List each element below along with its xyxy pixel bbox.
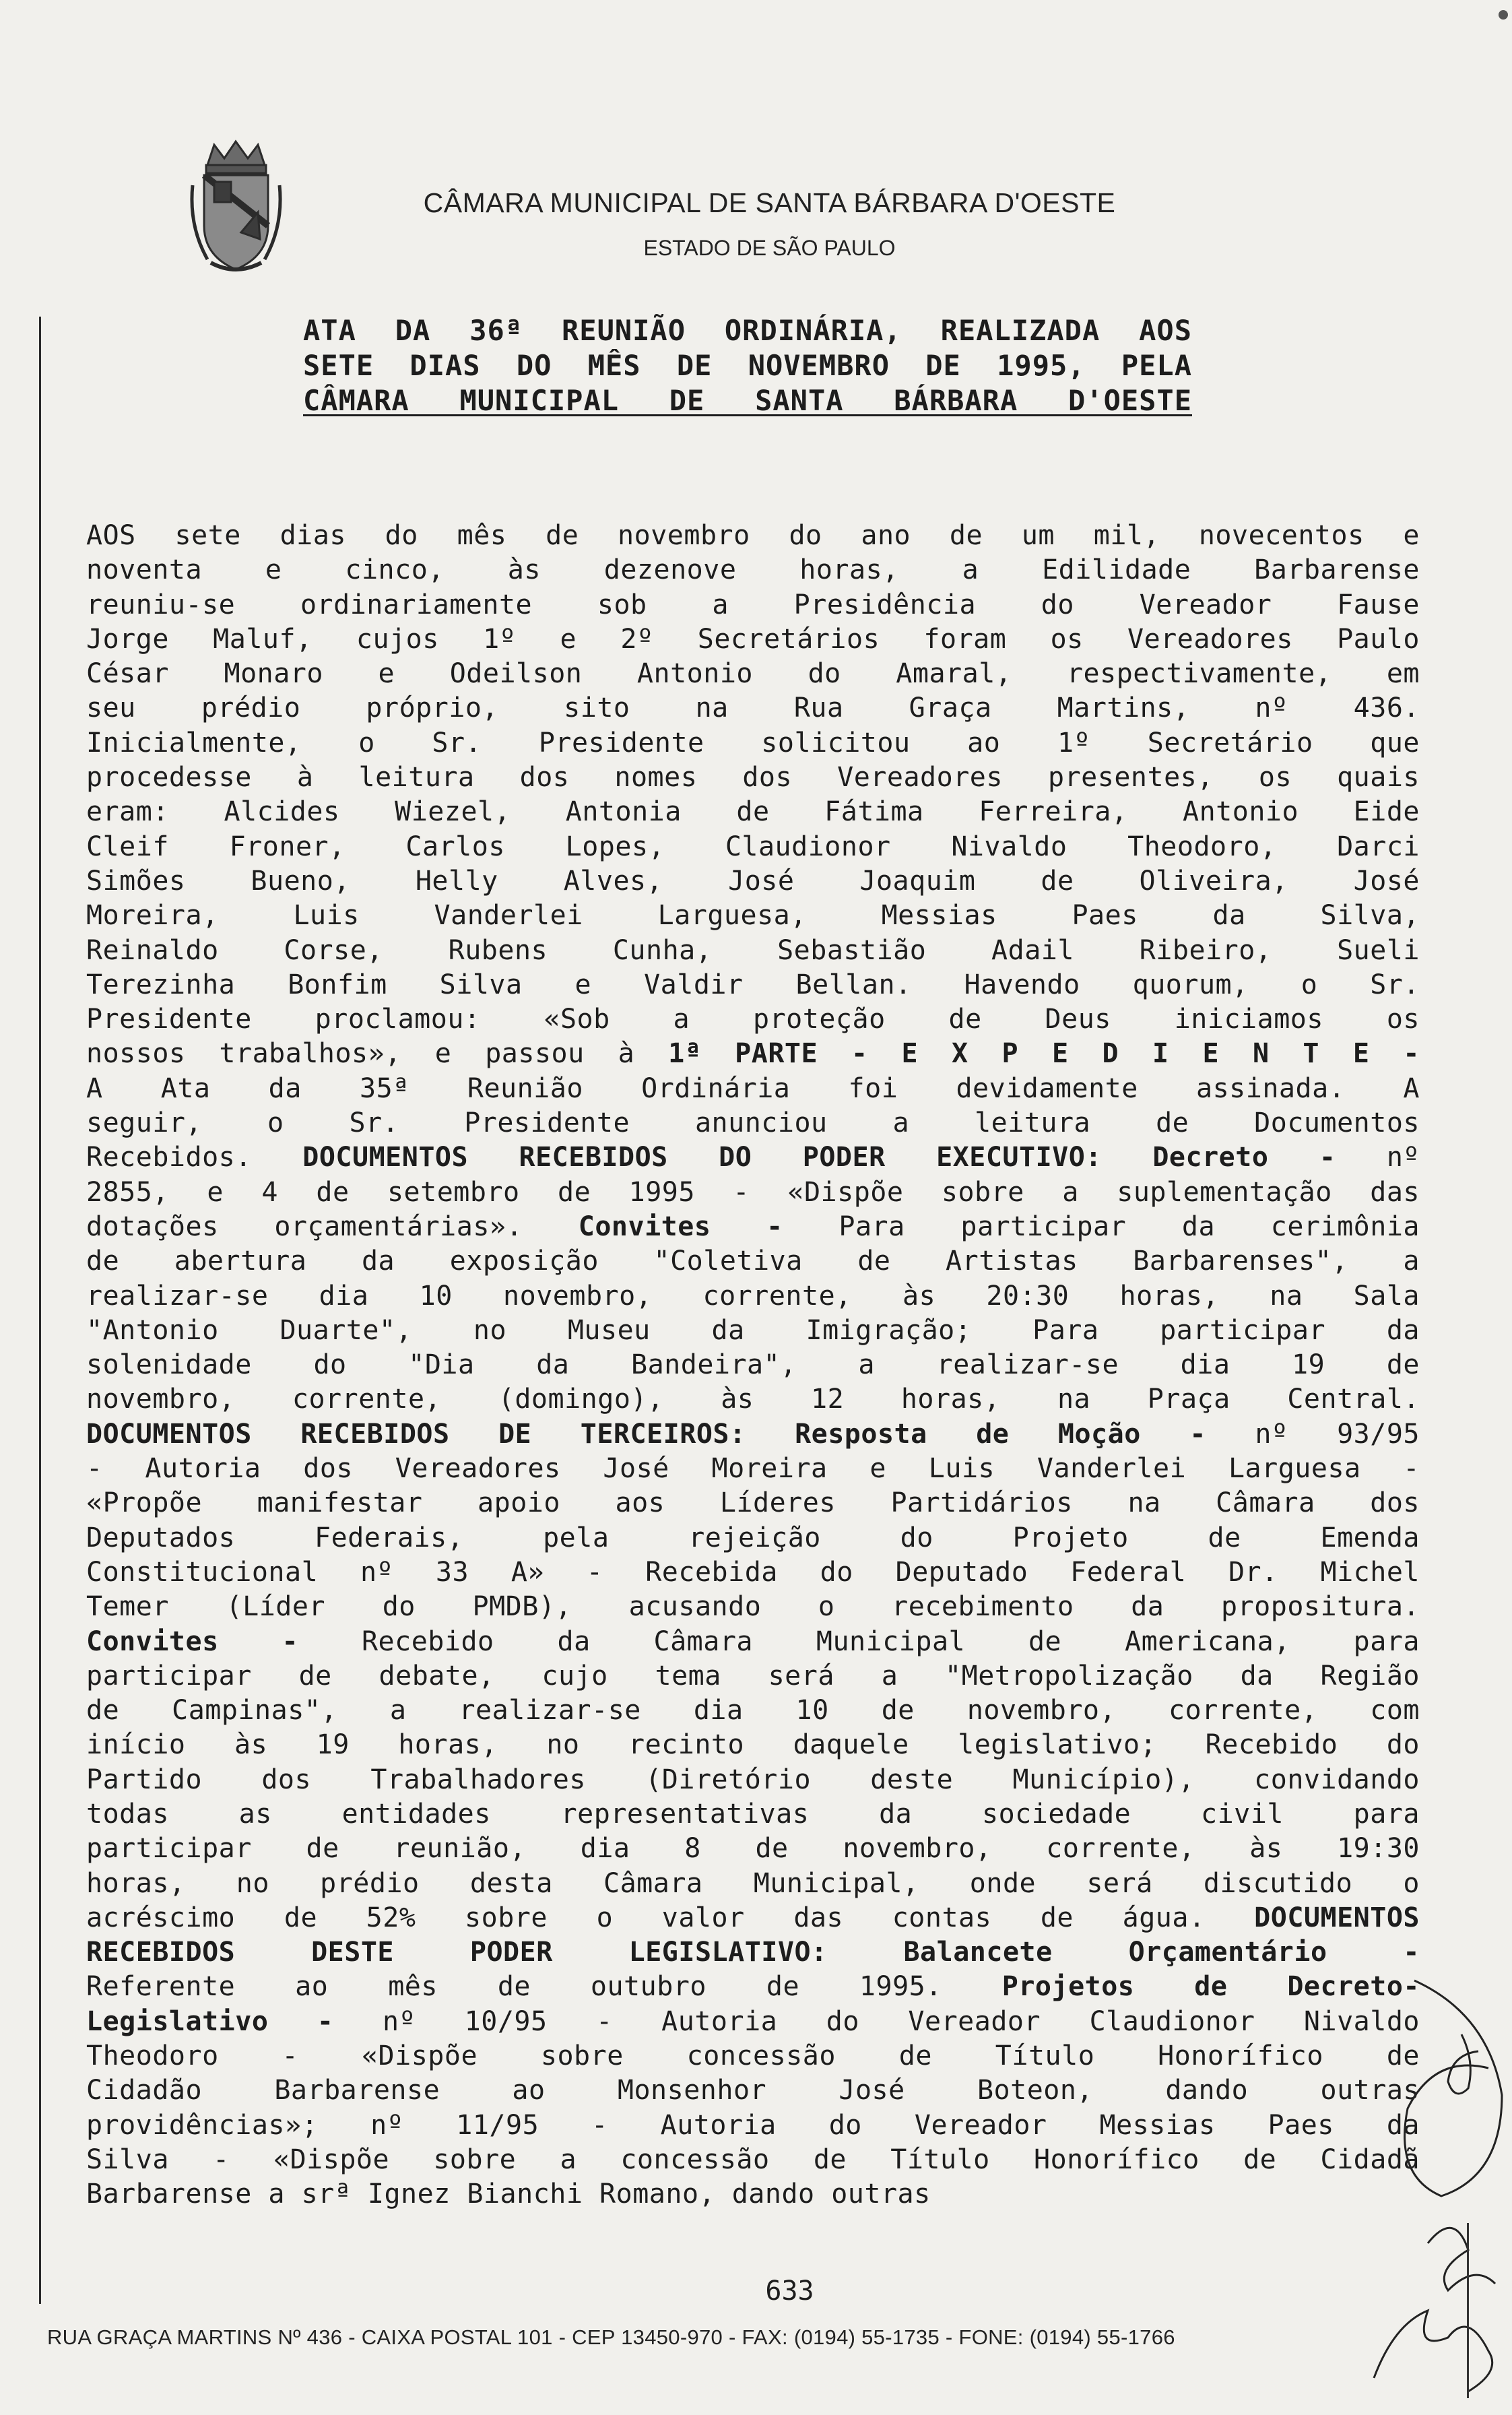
body-line	[86, 657, 1420, 691]
text-segment: A Ata da 35ª Reunião Ordinária foi devidamente assinada. A	[86, 1072, 1420, 1104]
body-line	[86, 1555, 1420, 1590]
text-segment: participar de reunião, dia 8 de novembro, corrente, às 19:30	[86, 1833, 1420, 1865]
document-title	[303, 313, 1192, 418]
body-line	[86, 1797, 1420, 1832]
body-line	[86, 2005, 1420, 2039]
body-line	[86, 622, 1420, 657]
right-margin-rule	[1467, 2223, 1469, 2398]
body-line	[86, 1037, 1420, 1071]
body-line	[86, 1901, 1420, 1935]
text-segment: solenidade do "Dia da Bandeira", a realizar-se dia 19 de	[86, 1349, 1420, 1381]
body-line	[86, 553, 1420, 587]
text-segment: Para participar da cerimônia	[783, 1211, 1420, 1242]
text-segment: novembro, corrente, (domingo), às 12 horas, na Praça Central.	[86, 1384, 1420, 1415]
body-line	[86, 1210, 1420, 1244]
text-segment: seguir, o Sr. Presidente anunciou a leitura de Documentos	[86, 1107, 1420, 1139]
bold-heading-segment: DOCUMENTOS RECEBIDOS DO PODER EXECUTIVO: Decreto -	[302, 1142, 1336, 1173]
text-segment: nº 93/95	[1206, 1418, 1420, 1450]
body-line	[86, 1002, 1420, 1037]
bold-heading-segment: Projetos de Decreto-	[1001, 1971, 1420, 2003]
scan-speck	[1499, 10, 1508, 20]
body-line	[86, 1279, 1420, 1314]
text-segment: Jorge Maluf, cujos 1º e 2º Secretários foram os Vereadores Paulo	[86, 623, 1420, 655]
body-line	[86, 2108, 1420, 2143]
text-segment: reuniu-se ordinariamente sob a Presidência do Vereador Fause	[86, 589, 1420, 620]
text-segment: Cleif Froner, Carlos Lopes, Claudionor Nivaldo Theodoro, Darci	[86, 831, 1420, 862]
text-segment: todas as entidades representativas da sociedade civil para	[86, 1798, 1420, 1830]
text-segment: seu prédio próprio, sito na Rua Graça Martins, nº 436.	[86, 693, 1420, 724]
text-segment: - Autoria dos Vereadores José Moreira e Luis Vanderlei Larguesa -	[86, 1453, 1420, 1485]
text-segment: Recebido da Câmara Municipal de Americana, para	[298, 1625, 1420, 1657]
bold-heading-segment: Convites -	[86, 1625, 299, 1657]
body-line	[86, 1935, 1420, 1970]
text-segment: nº 10/95 - Autoria do Vereador Claudionor Nivaldo	[333, 2005, 1420, 2037]
text-segment: Silva - «Dispõe sobre a concessão de Título Honorífico de Cidadã	[86, 2144, 1420, 2175]
text-segment: procedesse à leitura dos nomes dos Vereadores presentes, os quais	[86, 762, 1420, 794]
bold-heading-segment: DOCUMENTOS	[1254, 1902, 1420, 1933]
body-line	[86, 934, 1420, 968]
left-margin-rule	[39, 317, 41, 2304]
text-segment: Simões Bueno, Helly Alves, José Joaquim de Oliveira, José	[86, 865, 1420, 897]
text-segment: Partido dos Trabalhadores (Diretório deste Município), convidando	[86, 1764, 1420, 1795]
body-line	[86, 795, 1420, 829]
bold-heading-segment: 1ª PARTE - E X P E D I E N T E -	[668, 1038, 1420, 1070]
text-segment: 2855, e 4 de setembro de 1995 - «Dispõe sobre a suplementação das	[86, 1176, 1420, 1208]
bold-heading-segment: RECEBIDOS DESTE PODER LEGISLATIVO: Balancete Orçamentário -	[86, 1937, 1420, 1968]
footer-address: RUA GRAÇA MARTINS Nº 436 - CAIXA POSTAL 101 - CEP 13450-970 - FAX: (0194) 55-1735 - FONE: (0194) 55-1766	[47, 2325, 1175, 2349]
body-line	[86, 2073, 1420, 2108]
text-segment: Recebidos.	[86, 1142, 303, 1173]
text-segment: nossos trabalhos», e passou à	[86, 1038, 669, 1070]
text-segment: Temer (Líder do PMDB), acusando o recebimento da propositura.	[86, 1591, 1420, 1623]
title-line: CÂMARA MUNICIPAL DE SANTA BÁRBARA D'OESTE	[303, 384, 1192, 417]
title-line: ATA DA 36ª REUNIÃO ORDINÁRIA, REALIZADA AOS	[303, 314, 1192, 347]
body-line	[86, 1694, 1420, 1728]
text-segment: início às 19 horas, no recinto daquele legislativo; Recebido do	[86, 1729, 1420, 1761]
body-line	[86, 1140, 1420, 1175]
text-segment: Terezinha Bonfim Silva e Valdir Bellan. Havendo quorum, o Sr.	[86, 969, 1420, 1000]
body-line	[86, 1832, 1420, 1866]
body-line	[86, 1521, 1420, 1555]
text-segment: Referente ao mês de outubro de 1995.	[86, 1971, 1002, 2003]
title-line: SETE DIAS DO MÊS DE NOVEMBRO DE 1995, PELA	[303, 349, 1192, 382]
body-line	[86, 899, 1420, 933]
body-line	[86, 726, 1420, 761]
body-line	[86, 588, 1420, 622]
text-segment: dotações orçamentárias».	[86, 1211, 579, 1242]
text-segment: Barbarense a srª Ignez Bianchi Romano, dando outras	[86, 2179, 931, 2210]
text-segment: Presidente proclamou: «Sob a proteção de Deus iniciamos os	[86, 1004, 1420, 1035]
text-segment: providências»; nº 11/95 - Autoria do Vereador Messias Paes da	[86, 2109, 1420, 2141]
body-line	[86, 1106, 1420, 1140]
institution-name: CÂMARA MUNICIPAL DE SANTA BÁRBARA D'OESTE	[423, 187, 1116, 218]
body-line	[86, 1590, 1420, 1624]
text-segment: participar de debate, cujo tema será a "Metropolização da Região	[86, 1660, 1420, 1692]
body-line	[86, 2177, 1420, 2212]
text-segment: Inicialmente, o Sr. Presidente solicitou ao 1º Secretário que	[86, 727, 1420, 759]
body-line	[86, 1486, 1420, 1520]
body-line	[86, 519, 1420, 553]
text-segment: realizar-se dia 10 novembro, corrente, às 20:30 horas, na Sala	[86, 1280, 1420, 1312]
text-segment: César Monaro e Odeilson Antonio do Amaral, respectivamente, em	[86, 658, 1420, 690]
body-line	[86, 1072, 1420, 1106]
text-segment: eram: Alcides Wiezel, Antonia de Fátima Ferreira, Antonio Eide	[86, 796, 1420, 828]
text-segment: de abertura da exposição "Coletiva de Artistas Barbarenses", a	[86, 1246, 1420, 1277]
text-segment: noventa e cinco, às dezenove horas, a Edilidade Barbarense	[86, 554, 1420, 586]
minutes-body	[86, 519, 1420, 2212]
body-line	[86, 1314, 1420, 1348]
text-segment: nº	[1336, 1142, 1420, 1173]
body-line	[86, 1382, 1420, 1417]
body-line	[86, 1970, 1420, 2004]
text-segment: Cidadão Barbarense ao Monsenhor José Boteon, dando outras	[86, 2075, 1420, 2106]
bold-heading-segment: DOCUMENTOS RECEBIDOS DE TERCEIROS: Resposta de Moção -	[86, 1418, 1206, 1450]
body-line	[86, 1348, 1420, 1382]
body-line	[86, 1244, 1420, 1279]
body-line	[86, 1452, 1420, 1486]
body-line	[86, 691, 1420, 726]
text-segment: «Propõe manifestar apoio aos Líderes Partidários na Câmara dos	[86, 1487, 1420, 1519]
text-segment: AOS sete dias do mês de novembro do ano de um mil, novecentos e	[86, 520, 1420, 551]
text-segment: Moreira, Luis Vanderlei Larguesa, Messias Paes da Silva,	[86, 900, 1420, 932]
body-line	[86, 1659, 1420, 1694]
bold-heading-segment: Legislativo -	[86, 2005, 334, 2037]
text-segment: Theodoro - «Dispõe sobre concessão de Título Honorífico de	[86, 2040, 1420, 2072]
text-segment: "Antonio Duarte", no Museu da Imigração; Para participar da	[86, 1314, 1420, 1346]
text-segment: Deputados Federais, pela rejeição do Projeto de Emenda	[86, 1522, 1420, 1553]
body-line	[86, 864, 1420, 899]
body-line	[86, 1763, 1420, 1797]
body-line	[86, 968, 1420, 1002]
text-segment: acréscimo de 52% sobre o valor das contas de água.	[86, 1902, 1255, 1933]
body-line	[86, 1625, 1420, 1659]
body-line	[86, 761, 1420, 795]
body-line	[86, 830, 1420, 864]
body-line	[86, 1728, 1420, 1762]
text-segment: de Campinas", a realizar-se dia 10 de novembro, corrente, com	[86, 1695, 1420, 1727]
bold-heading-segment: Convites -	[578, 1211, 783, 1242]
institution-state: ESTADO DE SÃO PAULO	[643, 236, 896, 260]
body-line	[86, 1176, 1420, 1210]
body-line	[86, 1417, 1420, 1452]
body-line	[86, 1867, 1420, 1901]
text-segment: Reinaldo Corse, Rubens Cunha, Sebastião Adail Ribeiro, Sueli	[86, 934, 1420, 966]
body-line	[86, 2143, 1420, 2177]
text-segment: horas, no prédio desta Câmara Municipal, onde será discutido o	[86, 1867, 1420, 1899]
body-line	[86, 2039, 1420, 2073]
text-segment: Constitucional nº 33 A» - Recebida do Deputado Federal Dr. Michel	[86, 1556, 1420, 1588]
page-number: 633	[765, 2276, 814, 2307]
